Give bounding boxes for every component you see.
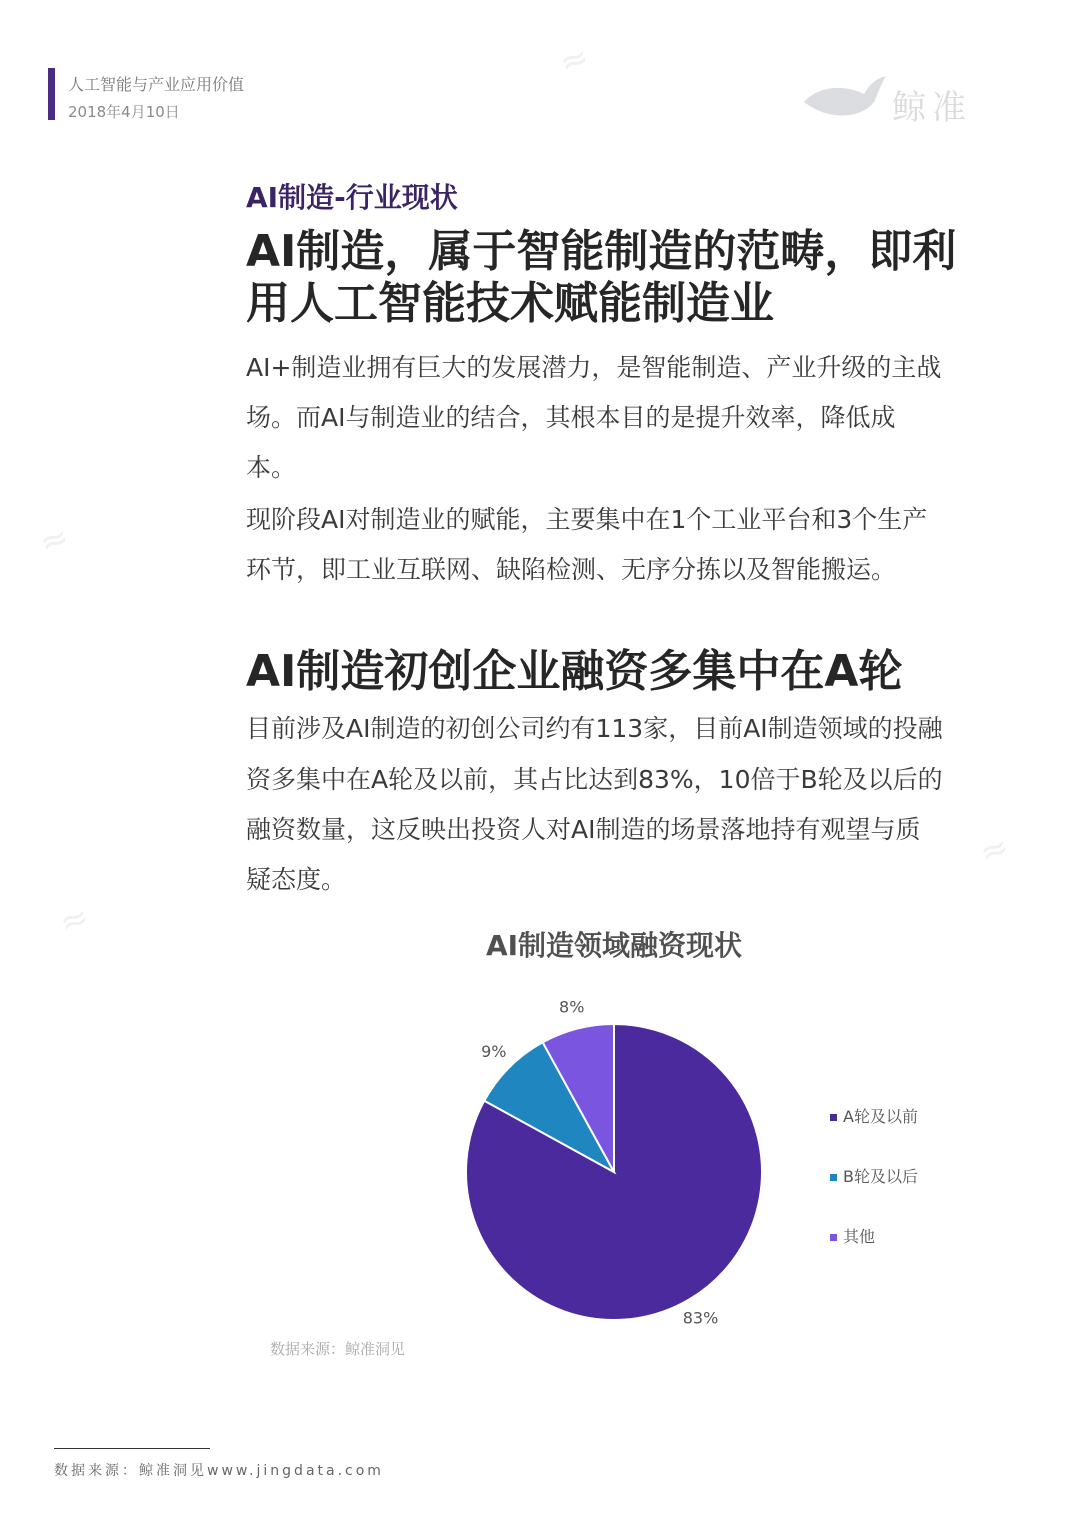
footer-divider — [54, 1448, 210, 1449]
watermark-logo: ≈ — [34, 516, 75, 564]
headline-2: AI制造初创企业融资多集中在A轮 — [246, 646, 903, 697]
chart-source: 数据来源：鲸准洞见 — [270, 1340, 406, 1358]
watermark-logo: ≈ — [54, 896, 95, 944]
pie-data-label: 83% — [682, 1308, 719, 1328]
headline-line-1: AI制造，属于智能制造的范畴，即利 — [246, 226, 957, 277]
footer-source: 数据来源：鲸准洞见www.jingdata.com — [54, 1463, 384, 1479]
legend-swatch-icon — [830, 1174, 837, 1181]
header-title: 人工智能与产业应用价值 — [68, 75, 245, 94]
paragraph-line: 本。 — [246, 453, 297, 482]
paragraph-line: 资多集中在A轮及以前，其占比达到83%，10倍于B轮及以后的 — [246, 765, 943, 794]
header-date: 2018年4月10日 — [68, 103, 180, 121]
watermark-logo: ≈ — [974, 826, 1015, 874]
paragraph-line: AI+制造业拥有巨大的发展潜力，是智能制造、产业升级的主战 — [246, 353, 942, 382]
legend-item — [830, 1104, 918, 1127]
headline-line-2: 用人工智能技术赋能制造业 — [246, 278, 774, 329]
legend-item — [830, 1164, 918, 1187]
legend-item — [830, 1224, 875, 1247]
legend-swatch-icon — [830, 1234, 837, 1241]
legend-label: B轮及以后 — [843, 1167, 918, 1186]
legend-swatch-icon — [830, 1114, 837, 1121]
header-accent-bar — [48, 68, 55, 120]
paragraph-line: 现阶段AI对制造业的赋能，主要集中在1个工业平台和3个生产 — [246, 505, 928, 534]
watermark-logo: ≈ — [554, 36, 595, 84]
paragraph-line: 场。而AI与制造业的结合，其根本目的是提升效率，降低成 — [246, 403, 896, 432]
pie-chart — [440, 990, 790, 1350]
paragraph-line: 疑态度。 — [246, 865, 347, 894]
whale-logo-icon — [800, 72, 888, 128]
legend-label: 其他 — [843, 1227, 876, 1246]
pie-data-label: 8% — [559, 997, 585, 1017]
brand-logo — [800, 72, 980, 128]
paragraph-line: 环节，即工业互联网、缺陷检测、无序分拣以及智能搬运。 — [246, 555, 897, 584]
pie-data-label: 9% — [481, 1041, 507, 1061]
legend-label: A轮及以前 — [843, 1107, 918, 1126]
paragraph-line: 目前涉及AI制造的初创公司约有113家，目前AI制造领域的投融 — [246, 714, 943, 743]
logo-text: 鲸准 — [892, 88, 972, 128]
paragraph-line: 融资数量，这反映出投资人对AI制造的场景落地持有观望与质 — [246, 815, 921, 844]
chart-title: AI制造领域融资现状 — [485, 929, 743, 962]
section-label: AI制造-行业现状 — [246, 181, 458, 214]
